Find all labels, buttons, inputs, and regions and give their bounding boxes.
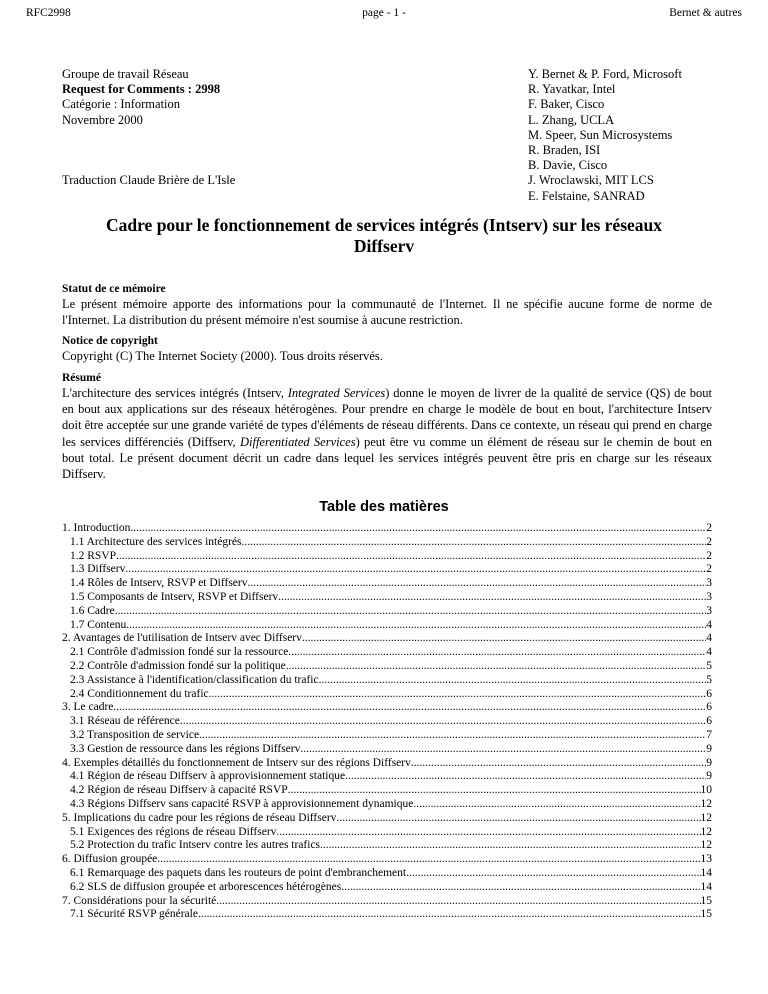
toc-entry-page: 3: [706, 577, 712, 590]
toc-title: Table des matières: [319, 499, 449, 515]
toc-leader-dots: [341, 881, 700, 895]
toc-entry-title: 2.2 Contrôle d'admission fondé sur la politique: [70, 659, 286, 672]
author-line: J. Wroclawski, MIT LCS: [528, 173, 654, 188]
toc-entry[interactable]: [62, 895, 712, 909]
toc-entry-title: 3.1 Réseau de référence: [70, 715, 180, 728]
abstract-heading: Résumé: [62, 372, 101, 384]
toc-entry[interactable]: [62, 743, 712, 757]
document-title: [62, 215, 706, 257]
abstract-text: [62, 385, 712, 482]
toc-leader-dots: [276, 826, 700, 840]
author-line: B. Davie, Cisco: [528, 158, 608, 173]
toc-entry[interactable]: [62, 826, 712, 840]
author-line: M. Speer, Sun Microsystems: [528, 127, 673, 142]
document-metadata: [62, 67, 422, 128]
toc-entry-title: 2.1 Contrôle d'admission fondé sur la ressource: [70, 646, 289, 659]
toc-entry-title: 1. Introduction: [62, 522, 131, 534]
toc-entry-title: 3.3 Gestion de ressource dans les régions Diffserv: [70, 742, 301, 755]
toc-entry-title: 1.5 Composants de Intserv, RSVP et Diffserv: [70, 590, 279, 603]
toc-leader-dots: [199, 729, 706, 743]
toc-entry-page: 2: [706, 549, 712, 562]
toc-entry[interactable]: [62, 798, 712, 812]
toc-entry-page: 3: [706, 590, 712, 603]
toc-entry-title: 2.3 Assistance à l'identification/classification du trafic: [70, 673, 319, 686]
toc-entry[interactable]: [62, 674, 712, 688]
toc-leader-dots: [286, 660, 706, 674]
author-line: L. Zhang, UCLA: [528, 112, 615, 127]
toc-entry[interactable]: [62, 646, 712, 660]
toc-entry-page: 10: [700, 784, 712, 797]
toc-entry-page: 6: [706, 715, 712, 728]
running-header-left: RFC2998: [26, 7, 71, 19]
running-header-right: Bernet & autres: [669, 7, 742, 19]
status-text: Le présent mémoire apporte des informations pour la communauté de l'Internet. Il ne spécifie aucune forme de norme de l'Internet. La distribution du présent mémoire n'est soumise à aucune restriction.: [62, 297, 712, 328]
toc-leader-dots: [413, 798, 700, 812]
toc-entry[interactable]: [62, 688, 712, 702]
toc-leader-dots: [116, 550, 706, 564]
abstract-text-part1: L'architecture des services intégrés (Intserv,: [62, 386, 288, 400]
toc-entry-title: 3.2 Transposition de service: [70, 728, 200, 741]
toc-entry[interactable]: [62, 839, 712, 853]
abstract-text-part3: ) peut être vu comme un élément de réseau sur le chemin de bout en bout total. Le présent document décrit un cadre dans lequel les services intégrés peuvent être pris en charge sur les réseaux Diffserv.: [62, 434, 712, 482]
toc-entry[interactable]: [62, 770, 712, 784]
toc-entry-page: 15: [700, 894, 712, 907]
copyright-section: [62, 334, 712, 364]
metadata-line: Catégorie : Information: [62, 97, 181, 112]
toc-entry-title: 1.6 Cadre: [70, 604, 115, 617]
toc-entry-page: 3: [706, 604, 712, 617]
toc-entry-page: 4: [706, 618, 712, 631]
toc-entry[interactable]: [62, 619, 712, 633]
status-heading: Statut de ce mémoire: [62, 283, 166, 295]
toc-entry[interactable]: [62, 563, 712, 577]
toc-entry[interactable]: [62, 867, 712, 881]
toc-leader-dots: [278, 591, 706, 605]
toc-entry-page: 5: [706, 673, 712, 686]
toc-entry-page: 6: [706, 701, 712, 714]
toc-entry[interactable]: [62, 881, 712, 895]
abstract-term-differentiated-services: Differentiated Services: [239, 434, 356, 449]
toc-entry[interactable]: [62, 605, 712, 619]
translator-credit: Traduction Claude Brière de L'Isle: [62, 173, 236, 187]
toc-entry-title: 1.2 RSVP: [70, 549, 117, 562]
toc-entry-title: 3. Le cadre: [62, 701, 114, 714]
toc-entry-page: 2: [706, 563, 712, 576]
toc-leader-dots: [113, 701, 706, 715]
toc-entry[interactable]: [62, 577, 712, 591]
toc-entry-title: 7. Considérations pour la sécurité: [62, 894, 217, 907]
author-line: R. Yavatkar, Intel: [528, 82, 616, 97]
toc-leader-dots: [180, 715, 706, 729]
toc-entry-title: 6.2 SLS de diffusion groupée et arborescences hétérogènes: [70, 880, 342, 893]
toc-entry-title: 1.7 Contenu: [70, 618, 127, 631]
copyright-text: Copyright (C) The Internet Society (2000). Tous droits réservés.: [62, 349, 383, 363]
toc-entry-page: 7: [706, 728, 712, 741]
toc-leader-dots: [216, 895, 700, 909]
toc-entry-page: 6: [706, 687, 712, 700]
metadata-line: Request for Comments : 2998: [62, 82, 221, 97]
toc-leader-dots: [336, 812, 700, 826]
toc-entry-title: 1.1 Architecture des services intégrés: [70, 535, 242, 548]
toc-entry-page: 9: [706, 770, 712, 783]
toc-entry-page: 4: [706, 632, 712, 645]
document-title-line1: Cadre pour le fonctionnement de services intégrés (Intserv) sur les réseaux: [105, 215, 663, 235]
toc-leader-dots: [300, 743, 706, 757]
toc-entry-page: 12: [700, 825, 712, 838]
toc-entry-page: 2: [706, 522, 712, 534]
toc-entry-title: 2.4 Conditionnement du trafic: [70, 687, 209, 700]
toc-entry-page: 12: [700, 811, 712, 824]
toc-entry[interactable]: [62, 550, 712, 564]
toc-leader-dots: [320, 839, 700, 853]
toc-entry[interactable]: [62, 908, 712, 922]
toc-entry-page: 12: [700, 797, 712, 810]
toc-entry-title: 7.1 Sécurité RSVP générale: [70, 908, 198, 921]
toc-leader-dots: [411, 757, 706, 771]
author-line: Y. Bernet & P. Ford, Microsoft: [528, 67, 682, 81]
toc-leader-dots: [198, 908, 701, 922]
toc-entry-page: 14: [700, 866, 712, 879]
toc-leader-dots: [319, 674, 707, 688]
toc-entry-title: 2. Avantages de l'utilisation de Intserv avec Diffserv: [62, 632, 302, 645]
toc-entry[interactable]: [62, 784, 712, 798]
toc-entry-page: 9: [706, 756, 712, 769]
toc-entry-page: 13: [700, 853, 712, 866]
toc-entry[interactable]: [62, 522, 712, 536]
toc-entry-title: 4.3 Régions Diffserv sans capacité RSVP à approvisionnement dynamique: [70, 797, 414, 810]
toc-entry-page: 9: [706, 742, 712, 755]
toc-entry-page: 15: [700, 908, 712, 921]
toc-entry-page: 2: [706, 535, 712, 548]
toc-entry-title: 4.1 Région de réseau Diffserv à approvisionnement statique: [70, 770, 346, 783]
abstract-text-part2: ) donne le moyen de livrer de la qualité de service (QS) de bout en bout aux applications sur des réseaux hétérogènes. Pour prendre en charge le modèle de bout en bout, l'architecture Intserv doit être acceptée sur une grande variété de types d'éléments de réseau différents. Dans ce contexte, un réseau qui prend en charge les services différenciés (Diffserv,: [62, 386, 712, 449]
running-header-page: page - 1 -: [362, 7, 406, 19]
toc-leader-dots: [130, 522, 706, 536]
toc-entry-title: 4.2 Région de réseau Diffserv à capacité RSVP: [70, 784, 288, 797]
toc-leader-dots: [115, 605, 707, 619]
table-of-contents: [62, 522, 712, 922]
metadata-line: Groupe de travail Réseau: [62, 67, 189, 81]
toc-entry-title: 5. Implications du cadre pour les régions de réseau Diffserv: [62, 811, 337, 824]
toc-entry-title: 6. Diffusion groupée: [62, 853, 158, 866]
toc-entry[interactable]: [62, 701, 712, 715]
toc-leader-dots: [125, 563, 706, 577]
toc-leader-dots: [248, 577, 707, 591]
toc-entry-title: 1.4 Rôles de Intserv, RSVP et Diffserv: [70, 577, 248, 590]
toc-leader-dots: [288, 784, 701, 798]
toc-entry-title: 4. Exemples détaillés du fonctionnement de Intserv sur des régions Diffserv: [62, 756, 411, 769]
abstract-section: [62, 371, 712, 482]
toc-entry[interactable]: [62, 536, 712, 550]
toc-entry-page: 12: [700, 839, 712, 852]
status-section: [62, 282, 712, 328]
toc-entry-title: 6.1 Remarquage des paquets dans les routeurs de point d'embranchement: [70, 866, 407, 879]
toc-entry[interactable]: [62, 757, 712, 771]
toc-leader-dots: [157, 853, 700, 867]
author-line: F. Baker, Cisco: [528, 97, 605, 112]
toc-leader-dots: [345, 770, 706, 784]
toc-leader-dots: [406, 867, 700, 881]
toc-entry-title: 1.3 Diffserv: [70, 563, 126, 576]
author-line: E. Felstaine, SANRAD: [528, 188, 645, 203]
toc-leader-dots: [209, 688, 707, 702]
author-line: R. Braden, ISI: [528, 143, 601, 158]
document-title-line2: Diffserv: [353, 236, 415, 256]
toc-entry[interactable]: [62, 812, 712, 826]
toc-entry[interactable]: [62, 715, 712, 729]
metadata-line: Novembre 2000: [62, 112, 143, 127]
abstract-term-integrated-services: Integrated Services: [287, 386, 386, 400]
author-list: [528, 67, 758, 204]
toc-leader-dots: [288, 646, 706, 660]
toc-leader-dots: [241, 536, 706, 550]
toc-leader-dots: [302, 632, 706, 646]
toc-entry[interactable]: [62, 660, 712, 674]
toc-entry-page: 5: [706, 659, 712, 672]
toc-entry-page: 14: [700, 880, 712, 893]
copyright-heading: Notice de copyright: [62, 335, 158, 347]
toc-entry-page: 4: [706, 646, 712, 659]
toc-leader-dots: [126, 619, 706, 633]
toc-entry-title: 5.2 Protection du trafic Intserv contre les autres trafics: [70, 839, 321, 852]
toc-entry[interactable]: [62, 729, 712, 743]
toc-entry-title: 5.1 Exigences des régions de réseau Diffserv: [70, 825, 277, 838]
toc-entry[interactable]: [62, 632, 712, 646]
toc-entry[interactable]: [62, 591, 712, 605]
toc-entry[interactable]: [62, 853, 712, 867]
